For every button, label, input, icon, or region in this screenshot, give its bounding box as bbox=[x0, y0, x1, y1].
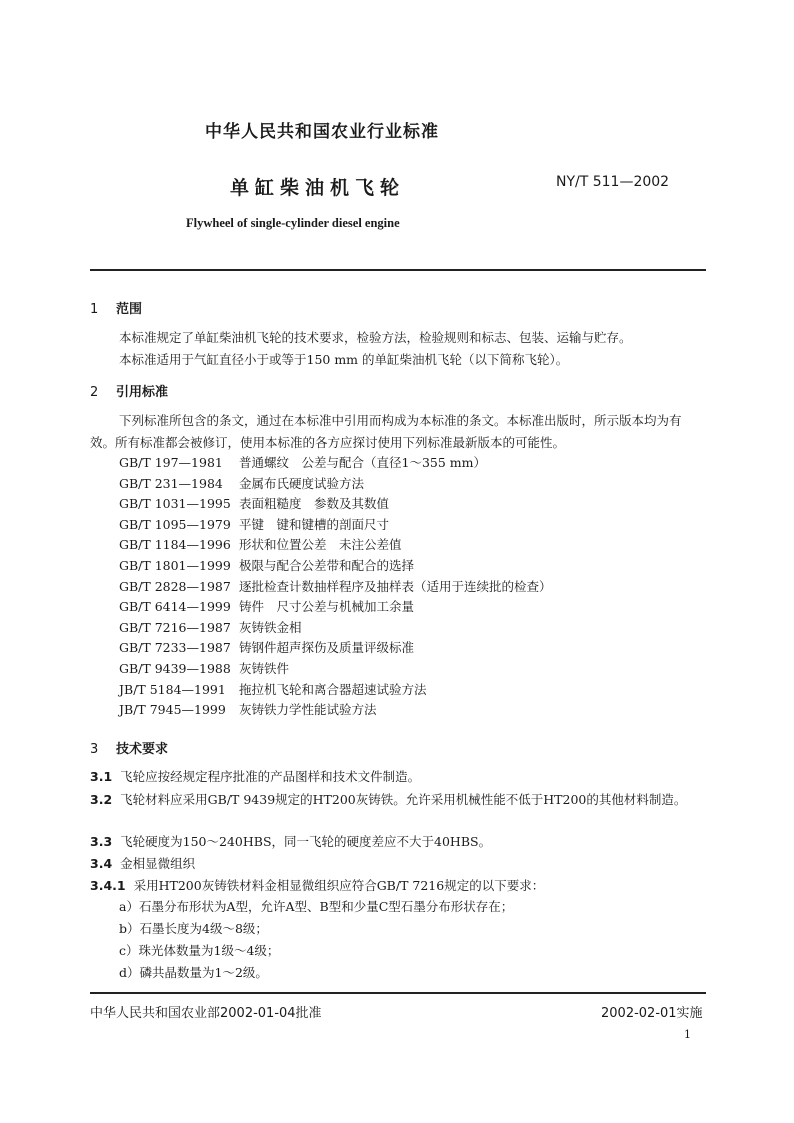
reference-item bbox=[119, 618, 302, 636]
section-1-title: 范围 bbox=[116, 302, 143, 317]
reference-code: GB/T 231—1984 bbox=[119, 475, 223, 491]
approval-statement: 中华人民共和国农业部2002-01-04批准 bbox=[90, 1006, 322, 1021]
section-3-heading bbox=[90, 738, 168, 757]
reference-title: 普通螺纹 公差与配合（直径1～355 mm） bbox=[239, 455, 486, 470]
section-2-intro: 下列标准所包含的条文，通过在本标准中引用而构成为本标准的条文。本标准出版时，所示版本均为有效。所有标准都会被修订，使用本标准的各方应探讨使用下列标准最新版本的可能性。 bbox=[90, 413, 682, 450]
reference-code: GB/T 9439—1988 bbox=[119, 661, 231, 676]
header-divider bbox=[90, 269, 706, 271]
reference-title: 灰铸铁金相 bbox=[239, 619, 302, 635]
section-2-number: 2 bbox=[90, 385, 99, 400]
reference-item bbox=[119, 680, 427, 698]
reference-title: 形状和位置公差 未注公差值 bbox=[239, 537, 402, 553]
reference-item bbox=[119, 577, 552, 595]
reference-code: GB/T 197—1981 bbox=[119, 455, 223, 470]
reference-item bbox=[119, 659, 289, 677]
issuing-organization: 中华人民共和国农业行业标准 bbox=[205, 122, 439, 142]
reference-title: 逐批检查计数抽样程序及抽样表（适用于连续批的检查） bbox=[239, 578, 552, 594]
implementation-date: 2002-02-01实施 bbox=[601, 1006, 703, 1021]
section-1-paragraph: 本标准适用于气缸直径小于或等于150 mm 的单缸柴油机飞轮（以下简称飞轮）。 bbox=[119, 352, 569, 367]
section-2-title: 引用标准 bbox=[116, 385, 169, 400]
reference-item bbox=[119, 700, 377, 718]
reference-title: 平键 键和键槽的剖面尺寸 bbox=[239, 516, 390, 532]
reference-code: GB/T 1801—1999 bbox=[119, 558, 231, 573]
reference-code: JB/T 5184—1991 bbox=[119, 681, 226, 697]
reference-title: 表面粗糙度 参数及其数值 bbox=[239, 496, 390, 512]
reference-item bbox=[119, 556, 414, 574]
reference-item bbox=[119, 515, 389, 533]
reference-title: 极限与配合公差带和配合的选择 bbox=[239, 558, 415, 573]
section-3-title: 技术要求 bbox=[116, 742, 169, 757]
clause-3-3: 3.3 飞轮硬度为150～240HBS，同一飞轮的硬度差应不大于40HBS。 bbox=[90, 834, 492, 849]
reference-title: 铸钢件超声探伤及质量评级标准 bbox=[239, 640, 415, 656]
reference-code: GB/T 1095—1979 bbox=[119, 516, 231, 532]
reference-code: GB/T 6414—1999 bbox=[119, 599, 231, 615]
reference-title: 铸件 尺寸公差与机械加工余量 bbox=[239, 599, 415, 615]
reference-code: GB/T 7233—1987 bbox=[119, 640, 231, 656]
page-number: 1 bbox=[684, 1028, 691, 1041]
footer-divider bbox=[90, 992, 706, 994]
reference-title: 灰铸铁件 bbox=[239, 661, 290, 676]
requirement-item: c）珠光体数量为1级～4级； bbox=[119, 943, 280, 958]
reference-title: 拖拉机飞轮和离合器超速试验方法 bbox=[239, 681, 427, 697]
clause-3-4: 3.4 金相显微组织 bbox=[90, 856, 196, 871]
reference-item bbox=[119, 453, 486, 471]
reference-item bbox=[119, 597, 414, 615]
reference-code: GB/T 7216—1987 bbox=[119, 619, 231, 635]
section-2-heading bbox=[90, 381, 168, 400]
reference-item bbox=[119, 638, 414, 656]
reference-title: 灰铸铁力学性能试验方法 bbox=[239, 702, 377, 718]
reference-code: JB/T 7945—1999 bbox=[119, 702, 226, 718]
reference-title: 金属布氏硬度试验方法 bbox=[239, 475, 365, 491]
reference-code: GB/T 1184—1996 bbox=[119, 537, 231, 553]
section-3-number: 3 bbox=[90, 742, 99, 757]
requirement-item: a）石墨分布形状为A型，允许A型、B型和少量C型石墨分布形状存在； bbox=[119, 899, 514, 914]
section-1-paragraph: 本标准规定了单缸柴油机飞轮的技术要求，检验方法，检验规则和标志、包装、运输与贮存。 bbox=[119, 330, 632, 345]
section-1-heading bbox=[90, 298, 142, 317]
clause-3-4-1: 3.4.1 采用HT200灰铸铁材料金相显微组织应符合GB/T 7216规定的以下要求： bbox=[90, 878, 545, 893]
standard-title-cn: 单缸柴油机飞轮 bbox=[230, 177, 406, 199]
section-1-number: 1 bbox=[90, 302, 99, 317]
standard-code: NY/T 511—2002 bbox=[556, 174, 670, 190]
requirement-item: b）石墨长度为4级～8级； bbox=[119, 921, 268, 936]
reference-item bbox=[119, 494, 389, 512]
reference-code: GB/T 1031—1995 bbox=[119, 496, 231, 512]
standard-title-en: Flywheel of single-cylinder diesel engine bbox=[186, 216, 400, 230]
reference-item bbox=[119, 474, 364, 492]
requirement-item: d）磷共晶数量为1～2级。 bbox=[119, 965, 268, 980]
clause-3-2: 3.2 飞轮材料应采用GB/T 9439规定的HT200灰铸铁。允许采用机械性能不低于HT200的其他材料制造。 bbox=[90, 792, 687, 807]
reference-item bbox=[119, 535, 402, 553]
clause-3-1: 3.1 飞轮应按经规定程序批准的产品图样和技术文件制造。 bbox=[90, 769, 421, 784]
reference-code: GB/T 2828—1987 bbox=[119, 578, 231, 594]
